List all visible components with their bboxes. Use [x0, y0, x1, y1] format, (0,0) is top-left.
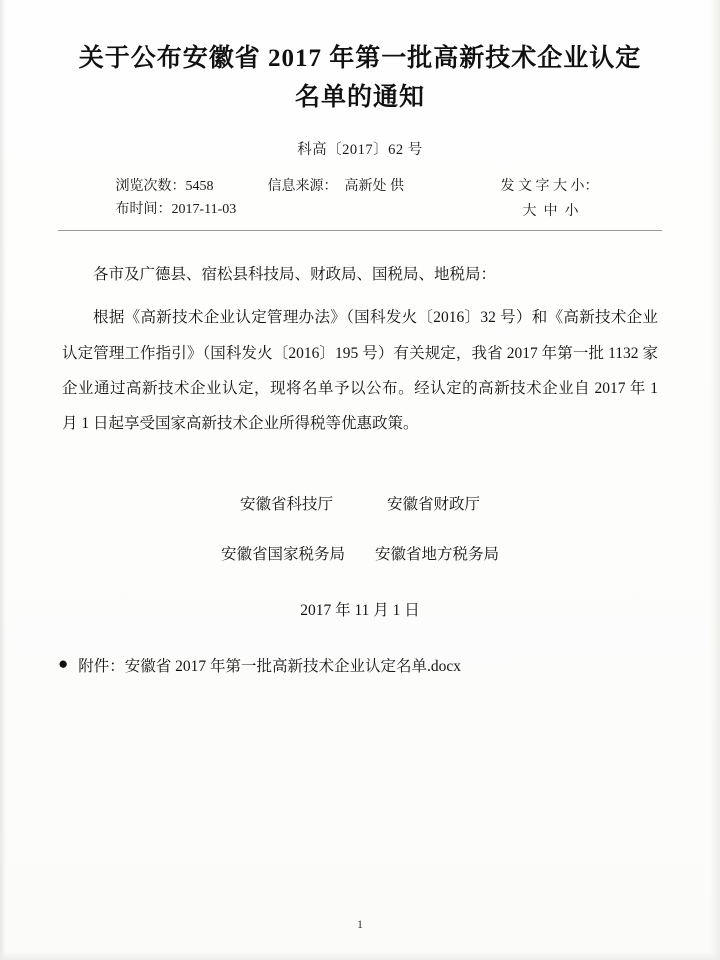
meta-source-column — [268, 175, 483, 199]
attachment-link[interactable]: 附件：安徽省 2017 年第一批高新技术企业认定名单.docx — [78, 658, 462, 676]
page-title-line-2: 名单的通知 — [294, 83, 425, 111]
page-title-line-1: 关于公布安徽省 2017 年第一批高新技术企业认定 — [78, 45, 642, 72]
attachment-row[interactable] — [46, 654, 674, 676]
document-meta — [46, 175, 674, 225]
page-number: 1 — [357, 917, 363, 931]
bullet-icon: ● — [58, 654, 69, 674]
font-size-label: 发 文 字 大 小： — [500, 178, 599, 194]
body-paragraph-1: 根据《高新技术企业认定管理办法》（国科发火〔2016〕32 号）和《高新技术企业认定管理工作指引》（国科发火〔2016〕195 号）有关规定，我省 2017 年第一批 1132 家企业通过高新技术企业认定，现将名单予以公布。经认定的高新技术企业自 2017 年 1 月 1 日起享受国家高新技术企业所得税等优惠政策。 — [62, 309, 658, 433]
salutation: 各市及广德县、宿松县科技局、财政局、国税局、地税局： — [93, 266, 497, 284]
font-size-options — [501, 200, 663, 224]
signature-date: 2017 年 11 月 1 日 — [300, 601, 420, 619]
view-count: 浏览次数：5458 — [115, 178, 214, 194]
font-size-large[interactable]: 大 — [522, 204, 544, 220]
signature-row-2 — [46, 538, 674, 572]
signature-state-tax-bureau: 安徽省国家税务局 — [220, 545, 345, 563]
divider-wrap — [46, 230, 674, 231]
signature-row-1 — [46, 488, 674, 522]
scan-edge-bottom — [0, 952, 720, 960]
page-title — [46, 40, 674, 118]
signature-finance-dept: 安徽省财政厅 — [387, 495, 481, 513]
document-body — [46, 257, 674, 442]
signature-block — [46, 488, 674, 628]
signature-sci-tech-dept: 安徽省科技厅 — [239, 495, 333, 513]
publish-date: 布时间：2017-11-03 — [115, 202, 237, 218]
meta-fontsize-column — [483, 175, 663, 225]
document-number: 科高〔2017〕62 号 — [297, 141, 423, 158]
header-divider — [58, 230, 662, 231]
signature-local-tax-bureau: 安徽省地方税务局 — [375, 545, 500, 563]
meta-views-column — [58, 175, 268, 223]
info-source: 信息来源： 高新处 供 — [267, 178, 404, 194]
font-size-small[interactable]: 小 — [564, 204, 586, 220]
font-size-medium[interactable]: 中 — [543, 204, 565, 220]
